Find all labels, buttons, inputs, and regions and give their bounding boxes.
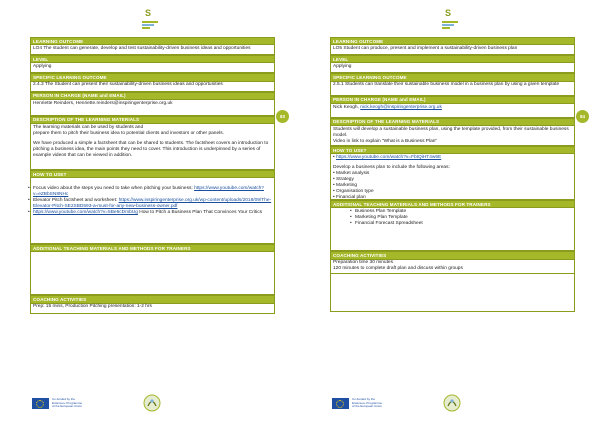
description-paragraph: We have produced a simple a factsheet that can be shared to students. The factsheet covers an introduction to pitching a business idea, the main points they need to cover. This introduction is underpinned by a series of example videos that can be viewed in addition. [33,140,269,158]
description-line-1: The learning materials can be used by students and [33,124,144,130]
how-to-use-bullet-3 [33,210,272,216]
eu-text-line-3: of the European Union [52,404,83,409]
elevator-pitch-link[interactable]: https://www.inspiringenterprise.org.uk/wp-content/uploads/2018/09/The-Elevator-Pitch-SE2SBD593-a-must-for-any-new-business-owner.pdf [33,198,272,210]
business-plan-video-link[interactable]: https://www.youtube.com/watch?v=FbtQiHT4w6E [336,154,442,160]
specific-outcome-body [330,82,575,96]
material-item: • Financial Forecast Spreadsheet [355,221,572,227]
description-line-1: Students will develop a sustainable business plan, using the template provided, from their sustainable business model. [333,126,569,138]
eu-text-line-1: Co-funded by the [352,397,376,401]
how-to-use-body [330,154,575,200]
description-line-2: prepare them to pitch their business idea to potential clients and investors or other panels. [33,130,224,136]
coaching-activities-body [330,260,575,274]
level-title: LEVEL [30,55,275,63]
footer-emblem-icon [143,394,161,412]
additional-materials-title: ADDITIONAL TEACHING MATERIALS AND METHODS FOR TRAINERS [330,200,575,208]
page-number-badge-left: 83 [276,110,289,123]
learning-outcome-title: LEARNING OUTCOME [30,37,275,45]
plan-area-item: • Marketing [333,182,358,188]
material-item: • Business Plan Template [355,209,572,215]
how-to-use-bullet-2 [33,198,272,210]
header-logo [142,8,160,30]
person-name: Nick Keogh, [333,104,361,110]
coaching-activities-line-1: Preparation time 30 minutes [333,260,393,266]
eu-text-line-2: Erasmus+ Programme [352,400,383,405]
level-text: Applying [333,64,352,70]
learning-outcome-title: LEARNING OUTCOME [330,37,575,45]
person-in-charge-title: PERSON IN CHARGE (NAME and EMAIL) [330,96,575,104]
eu-text-line-2: Erasmus+ Programme [52,400,83,405]
focus-video-link[interactable]: https://www.youtube.com/watch?v=eZBbSN8NHc [33,186,264,198]
level-title: LEVEL [330,55,575,63]
coaching-activities-body [30,304,275,314]
person-in-charge-body [30,100,275,116]
specific-outcome-title: SPECIFIC LEARNING OUTCOME [30,73,275,81]
how-to-use-title: HOW TO USE? [30,170,275,178]
document-page-right [300,0,600,424]
additional-materials-title: ADDITIONAL TEACHING MATERIALS AND METHODS FOR TRAINERS [30,244,275,252]
bullet-2-text: Elevator Pitch factsheet and worksheet: [33,198,119,204]
specific-outcome-body [30,82,275,92]
specific-outcome-title: SPECIFIC LEARNING OUTCOME [330,73,575,81]
header-logo-right [442,8,460,30]
person-in-charge-text [333,105,572,111]
learning-outcome-body [330,45,575,55]
person-email-link[interactable]: nick.keogh@inspiringenterprise.org.uk [360,104,442,110]
level-text: Applying [33,64,52,70]
pitch-video-link[interactable]: https://www.youtube.com/watch?v=5Be6cDmbUg [33,210,138,216]
person-in-charge-title: PERSON IN CHARGE (NAME and EMAIL) [30,92,275,100]
coaching-activities-extra [330,274,575,312]
plan-area-item: • Organisation type [333,188,374,194]
header-logo-letter-right: S [445,8,452,18]
plan-area-item: • Market analysis [333,170,370,176]
left-content [30,37,275,314]
how-to-use-bullet-1 [33,186,272,198]
description-title: DESCRIPTION OF THE LEARNING MATERIALS [30,116,275,124]
material-item: • Marketing Plan Template [355,215,572,221]
person-in-charge-body [330,104,575,118]
eu-flag-icon [32,398,49,409]
coaching-activities-title: COACHING ACTIVITIES [30,295,275,303]
bullet-3-text: How to Pitch a Business Plan That Convinces Your Critics [137,210,263,216]
footer-right [332,394,572,414]
learning-outcome-text: LO4 The student can generate, develop and test sustainability-driven business ideas and opportunities [33,45,251,51]
eu-flag-icon [332,398,349,409]
page-number-badge-right: 84 [576,110,589,123]
header-logo-letter: S [145,8,152,18]
description-line-2: Video in link to explain "What is a Business Plan" [333,138,438,144]
coaching-activities-line-2: 120 minutes to complete draft plan and discuss within groups [333,266,463,272]
additional-materials-body [30,252,275,295]
additional-materials-body [330,208,575,251]
learning-outcome-body [30,45,275,55]
specific-outcome-text: 2.4.3 The Student can present their sustainability-driven business ideas and opportunities [33,82,223,88]
description-body [30,124,275,170]
how-to-use-intro: Develop a business plan to include the following areas: [333,164,450,170]
level-body [330,63,575,73]
learning-outcome-text: LO5 Student can produce, present and implement a sustainability-driven business plan [333,45,518,51]
person-in-charge-text: Henriette Reinders, Henriette.reinders@inspiringenterprise.org.uk [33,100,173,106]
description-body [330,126,575,146]
description-title: DESCRIPTION OF THE LEARNING MATERIALS [330,118,575,126]
coaching-activities-title: COACHING ACTIVITIES [330,251,575,259]
eu-text-line-3: of the European Union [352,404,383,409]
specific-outcome-text: 2.5.1 Students can translate their sustainable business model in a business plan by using a given template [333,82,560,88]
eu-funding-text [52,398,92,409]
bullet-1-text: Focus video about the steps you need to take when pitching your business: [33,186,195,192]
how-to-use-title: HOW TO USE? [330,146,575,154]
plan-area-item: • Strategy [333,176,354,182]
how-to-use-body [30,178,275,244]
right-content [330,37,575,312]
how-to-use-link-line: • https://www.youtube.com/watch?v=FbtQiHT4w6E [333,154,442,160]
eu-text-line-1: Co-funded by the [52,397,76,401]
eu-funding-text [352,398,392,409]
footer-left [32,394,272,414]
footer-emblem-icon [443,394,461,412]
coaching-activities-text: Prep: 15 mins, Production Pitching presentation: 1-2 hrs [33,304,152,310]
level-body [30,63,275,73]
plan-area-item: • Financial plan [333,194,366,200]
